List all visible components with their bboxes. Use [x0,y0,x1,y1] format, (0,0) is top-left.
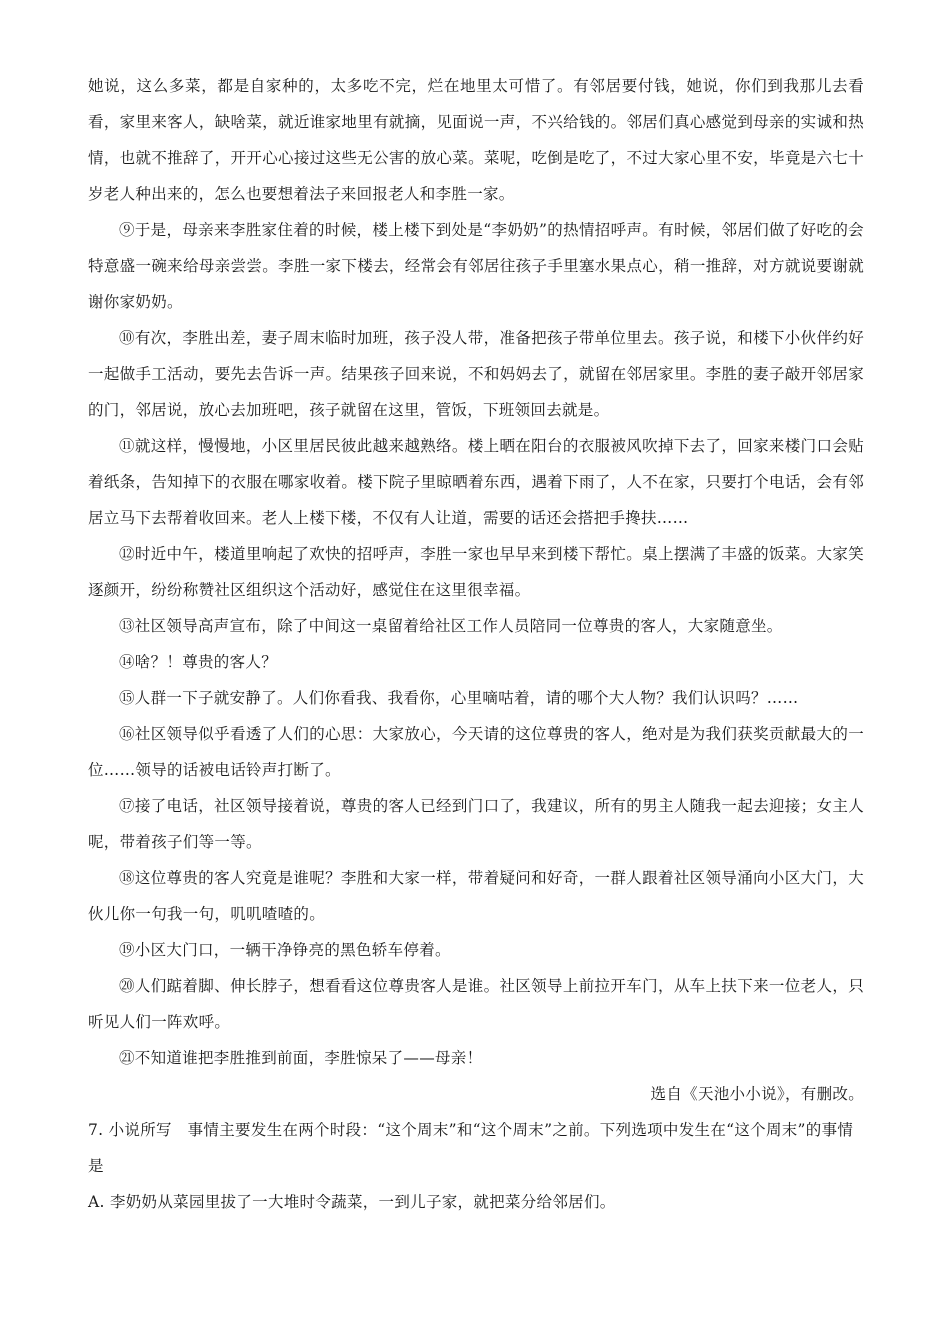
story-text [88,68,864,1076]
paragraph: ⑨于是，母亲来李胜家住着的时候，楼上楼下到处是“李奶奶”的热情招呼声。有时候，邻居们做了好吃的会特意盛一碗来给母亲尝尝。李胜一家下楼去，经常会有邻居往孩子手里塞水果点心，稍一推辞，对方就说要谢就谢你家奶奶。 [88,221,864,311]
paragraph: ⑪就这样，慢慢地，小区里居民彼此越来越熟络。楼上晒在阳台的衣服被风吹掉下去了，回家来楼门口会贴着纸条，告知掉下的衣服在哪家收着。楼下院子里晾晒着东西，遇着下雨了，人不在家，只要打个电话，会有邻居立马下去帮着收回来。老人上楼下楼，不仅有人让道，需要的话还会搭把手搀扶…… [88,437,864,527]
answer-option-a: A. 李奶奶从菜园里拔了一大堆时令蔬菜，一到儿子家，就把菜分给邻居们。 [88,1193,616,1211]
paragraph: ㉑不知道谁把李胜推到前面，李胜惊呆了——母亲！ [119,1049,483,1067]
paragraph: ⑭啥？！尊贵的客人？ [119,653,278,671]
paragraph: ⑫时近中午，楼道里响起了欢快的招呼声，李胜一家也早早来到楼下帮忙。桌上摆满了丰盛的饭菜。大家笑逐颜开，纷纷称赞社区组织这个活动好，感觉住在这里很幸福。 [88,545,864,599]
paragraph: ⑮人群一下子就安静了。人们你看我、我看你，心里嘀咕着，请的哪个大人物？我们认识吗？…… [119,689,799,707]
question-stem: 7. 小说所写 事情主要发生在两个时段：“这个周末”和“这个周末”之前。下列选项中发生在“这个周末”的事情是 [88,1121,854,1175]
paragraph: ⑯社区领导似乎看透了人们的心思：大家放心，今天请的这位尊贵的客人，绝对是为我们获奖贡献最大的一位……领导的话被电话铃声打断了。 [88,725,864,779]
paragraph: ⑲小区大门口，一辆干净铮亮的黑色轿车停着。 [119,941,451,959]
paragraph: 她说，这么多菜，都是自家种的，太多吃不完，烂在地里太可惜了。有邻居要付钱，她说，你们到我那儿去看看，家里来客人，缺啥菜，就近谁家地里有就摘，见面说一声，不兴给钱的。邻居们真心感觉到母亲的实诚和热情，也就不推辞了，开开心心接过这些无公害的放心菜。菜呢，吃倒是吃了，不过大家心里不安，毕竟是六七十岁老人种出来的，怎么也要想着法子来回报老人和李胜一家。 [88,77,864,203]
source-citation: 选自《天池小小说》，有删改。 [650,1085,864,1103]
paragraph: ⑰接了电话，社区领导接着说，尊贵的客人已经到门口了，我建议，所有的男主人随我一起去迎接；女主人呢，带着孩子们等一等。 [88,797,864,851]
document-page [88,68,864,1220]
paragraph: ⑱这位尊贵的客人究竟是谁呢？李胜和大家一样，带着疑问和好奇，一群人跟着社区领导涌向小区大门，大伙儿你一句我一句，叽叽喳喳的。 [88,869,864,923]
paragraph: ⑬社区领导高声宣布，除了中间这一桌留着给社区工作人员陪同一位尊贵的客人，大家随意坐。 [119,617,783,635]
paragraph: ⑩有次，李胜出差，妻子周末临时加班，孩子没人带，准备把孩子带单位里去。孩子说，和楼下小伙伴约好一起做手工活动，要先去告诉一声。结果孩子回来说，不和妈妈去了，就留在邻居家里。李胜的妻子敲开邻居家的门，邻居说，放心去加班吧，孩子就留在这里，管饭，下班领回去就是。 [88,329,864,419]
paragraph: ⑳人们踮着脚、伸长脖子，想看看这位尊贵客人是谁。社区领导上前拉开车门，从车上扶下来一位老人，只听见人们一阵欢呼。 [88,977,864,1031]
